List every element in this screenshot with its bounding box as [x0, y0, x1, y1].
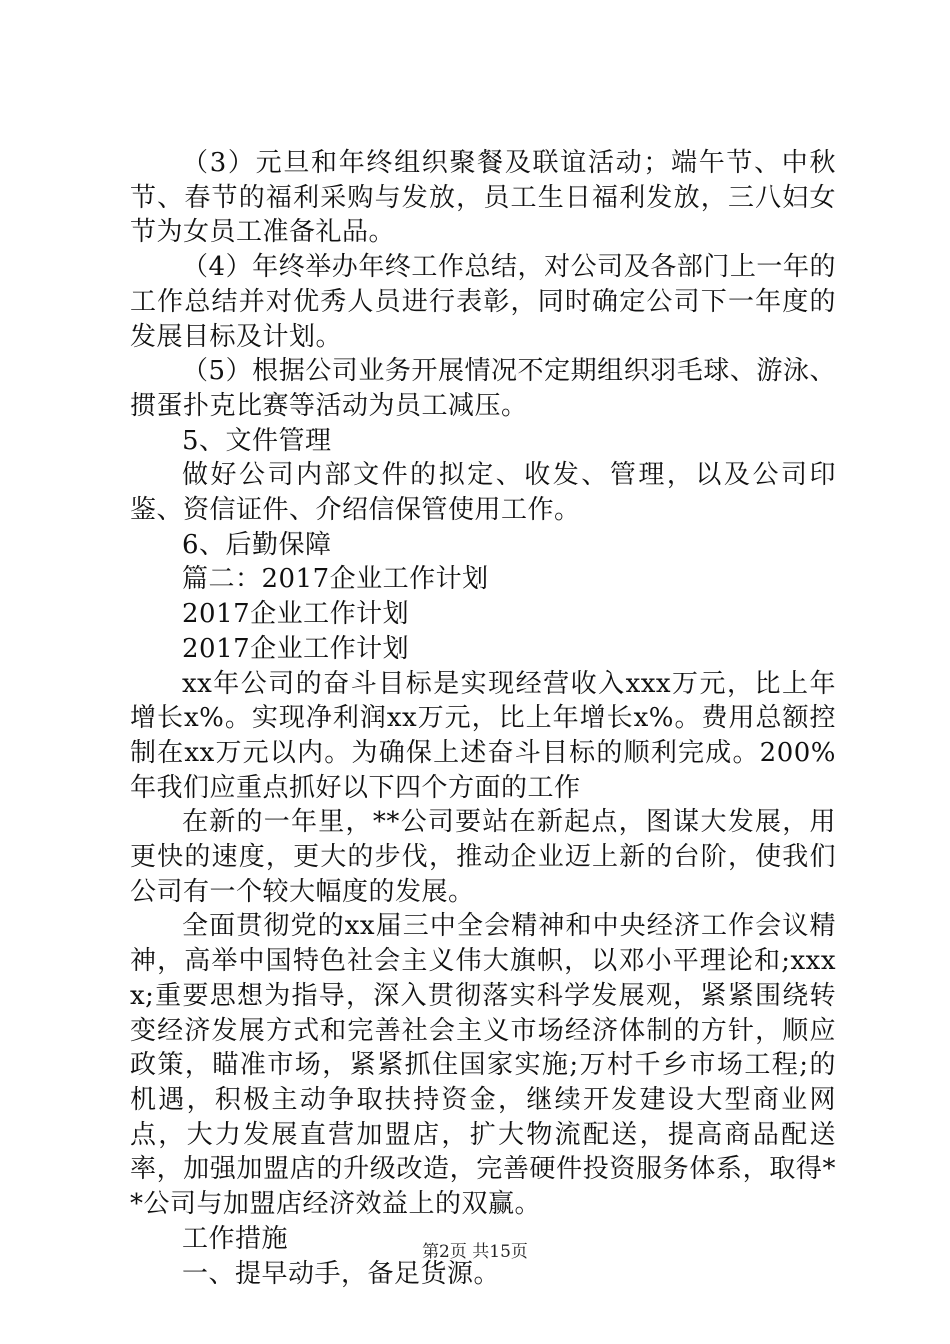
paragraph: （5）根据公司业务开展情况不定期组织羽毛球、游泳、掼蛋扑克比赛等活动为员工减压。 [130, 356, 836, 421]
section-heading: 工作措施 [182, 1223, 289, 1254]
page-number-footer: 第2页 共15页 [422, 1242, 528, 1262]
section-heading: 一、提早动手，备足货源。 [182, 1258, 501, 1289]
section-heading: 6、后勤保障 [182, 529, 332, 560]
paragraph: 做好公司内部文件的拟定、收发、管理，以及公司印鉴、资信证件、介绍信保管使用工作。 [130, 460, 836, 526]
document-title: 2017企业工作计划 [182, 599, 410, 630]
section-heading: 5、文件管理 [182, 425, 332, 456]
paragraph: （3）元旦和年终组织聚餐及联谊活动；端午节、中秋节、春节的福利采购与发放，员工生日福利发放，三八妇女节为女员工准备礼品。 [130, 148, 836, 248]
document-title: 2017企业工作计划 [182, 633, 410, 664]
paragraph: 全面贯彻党的xx届三中全会精神和中央经济工作会议精神，高举中国特色社会主义伟大旗帜，以邓小平理论和;xxxx;重要思想为指导，深入贯彻落实科学发展观，紧紧围绕转变经济发展方式和完善社会主义市场经济体制的方针，顺应政策，瞄准市场，紧紧抓住国家实施;万村千乡市场工程;的机遇，积极主动争取扶持资金，继续开发建设大型商业网点，大力发展直营加盟店，扩大物流配送，提高商品配送率，加强加盟店的升级改造，完善硬件投资服务体系，取得**公司与加盟店经济效益上的双赢。 [130, 911, 836, 1220]
chapter-heading: 篇二：2017企业工作计划 [182, 564, 489, 595]
document-body [130, 146, 836, 1291]
paragraph: （4）年终举办年终工作总结，对公司及各部门上一年的工作总结并对优秀人员进行表彰，同时确定公司下一年度的发展目标及计划。 [130, 252, 836, 352]
paragraph: xx年公司的奋斗目标是实现经营收入xxx万元，比上年增长x%。实现净利润xx万元，比上年增长x%。费用总额控制在xx万元以内。为确保上述奋斗目标的顺利完成。200%年我们应重点抓好以下四个方面的工作 [130, 668, 836, 803]
paragraph: 在新的一年里，**公司要站在新起点，图谋大发展，用更快的速度，更大的步伐，推动企业迈上新的台阶，使我们公司有一个较大幅度的发展。 [130, 807, 836, 907]
